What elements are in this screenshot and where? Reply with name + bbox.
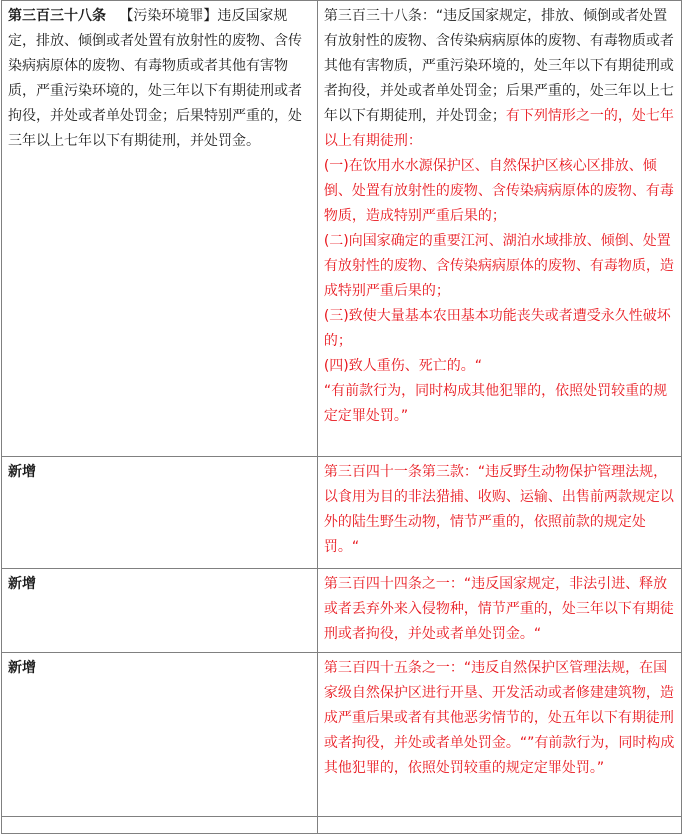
amended-article-text: 第三百四十五条之一：“违反自然保护区管理法规，在国家级自然保护区进行开垦、开发活动或者修建建筑物，造成严重后果或者有其他恶劣情节的，处五年以下有期徒刑或者拘役，并处或者单处罚金。“”有前款行为，同时构成其他犯罪的，依照处罚较重的规定定罪处罚。”	[323, 660, 675, 776]
amended-article-text: 第三百四十一条第三款：“违反野生动物保护管理法规，以食用为目的非法猎捕、收购、运输、出售前两款规定以外的陆生野生动物，情节严重的，依照前款的规定处罚。“	[323, 464, 674, 555]
crime-name-tag: 【污染环境罪】	[119, 8, 218, 24]
original-text-cell	[2, 457, 318, 569]
amended-text-cell	[317, 653, 681, 817]
amended-item-1: (一)在饮用水水源保护区、自然保护区核心区排放、倾倒、处置有放射性的废物、含传染病病原体的废物、有毒物质，造成特别严重后果的；	[323, 158, 674, 224]
amended-article-text: 第三百三十八条：“违反国家规定，排放、倾倒或者处置有放射性的废物、含传染病病原体的废物、有毒物质或者其他有害物质，严重污染环境的，处三年以下有期徒刑或者拘役，并处或者单处罚金；后果严重的，处三年以上七年以下有期徒刑，并处罚金；	[323, 8, 674, 124]
original-text-cell	[2, 569, 318, 653]
table-row	[2, 817, 682, 834]
amended-article-text: 第三百四十四条之一：“违反国家规定，非法引进、释放或者丢弃外来入侵物种，情节严重的，处三年以下有期徒刑或者拘役，并处或者单处罚金。“	[323, 576, 674, 642]
empty-cell	[317, 817, 681, 834]
article-body: 违反国家规定，排放、倾倒或者处置有放射性的废物、含传染病病原体的废物、有毒物质或者其他有害物质，严重污染环境的，处三年以下有期徒刑或者拘役，并处或者单处罚金；后果特别严重的，处三年以上七年以下有期徒刑，并处罚金。	[8, 8, 302, 149]
amended-text-cell	[317, 569, 681, 653]
amended-item-5: “有前款行为，同时构成其他犯罪的，依照处罚较重的规定定罪处罚。”	[323, 383, 668, 424]
original-text-cell	[2, 653, 318, 817]
amended-addition-intro: 有下列情形之一的，处七年以上有期徒刑：	[323, 108, 674, 149]
amended-text-cell	[317, 1, 681, 457]
amended-text-cell	[317, 457, 681, 569]
amended-item-2: (二)向国家确定的重要江河、湖泊水域排放、倾倒、处置有放射性的废物、含传染病病原体的废物、有毒物质，造成特别严重后果的；	[323, 233, 674, 299]
new-addition-label: 新增	[8, 464, 36, 480]
amended-item-4: (四)致人重伤、死亡的。“	[323, 358, 483, 374]
original-text-cell	[2, 1, 318, 457]
table-row	[2, 653, 682, 817]
law-comparison-table	[1, 0, 682, 834]
empty-cell	[2, 817, 318, 834]
table-row	[2, 1, 682, 457]
table-row	[2, 457, 682, 569]
new-addition-label: 新增	[8, 660, 36, 676]
new-addition-label: 新增	[8, 576, 36, 592]
table-row	[2, 569, 682, 653]
article-title: 第三百三十八条	[8, 8, 106, 24]
amended-item-3: (三)致使大量基本农田基本功能丧失或者遭受永久性破坏的；	[323, 308, 671, 349]
